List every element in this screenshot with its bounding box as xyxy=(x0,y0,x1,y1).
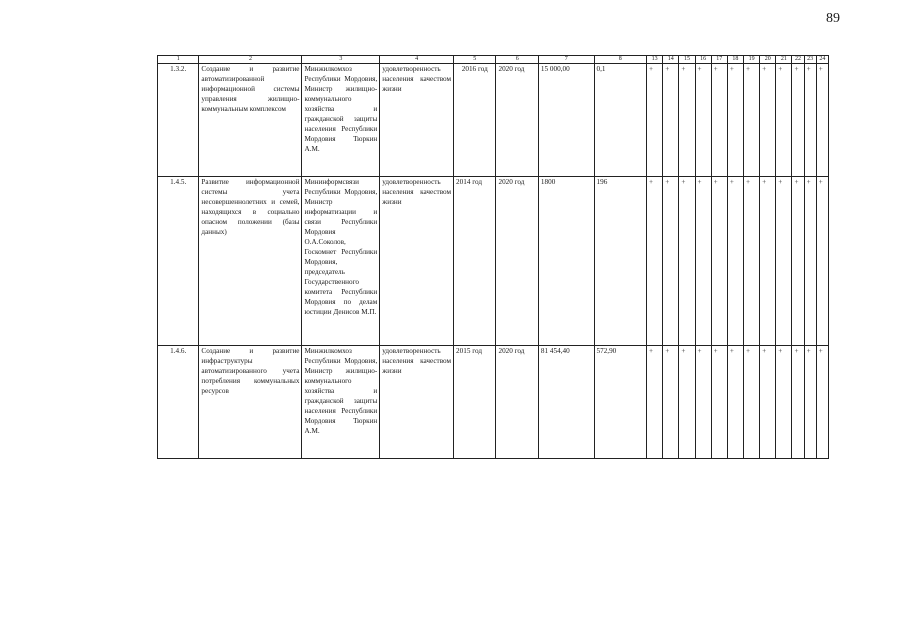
indicator: удовлетворенность населения качеством жизни xyxy=(380,177,454,346)
mark-cell: + xyxy=(727,64,743,177)
mark-cell: + xyxy=(663,177,679,346)
indicator: удовлетворенность населения качеством жизни xyxy=(380,346,454,459)
end-year: 2020 год xyxy=(496,64,538,177)
header-row xyxy=(158,56,829,64)
measure-name: Развитие информационной системы учета несовершеннолетних и семей, находящихся в социально опасном положении (базы данных) xyxy=(199,177,302,346)
mark-cell: + xyxy=(727,177,743,346)
header-cell: 20 xyxy=(760,56,776,64)
header-cell: 8 xyxy=(594,56,647,64)
header-cell: 18 xyxy=(727,56,743,64)
header-cell: 21 xyxy=(776,56,792,64)
funding-share: 572,90 xyxy=(594,346,647,459)
header-cell: 4 xyxy=(380,56,454,64)
mark-cell: + xyxy=(816,177,828,346)
program-table xyxy=(157,55,829,459)
mark-cell: + xyxy=(711,346,727,459)
mark-cell: + xyxy=(727,346,743,459)
mark-cell: + xyxy=(695,64,711,177)
mark-cell: + xyxy=(760,346,776,459)
mark-cell: + xyxy=(647,64,663,177)
table-row xyxy=(158,64,829,177)
funding-value: 1800 xyxy=(538,177,594,346)
row-number: 1.4.5. xyxy=(158,177,199,346)
executor: Минжилкомхоз Республики Мордовия, Министр жилищно-коммунального хозяйства и гражданской защиты населения Республики Мордовия Тюркин А.М. xyxy=(302,64,380,177)
table-row xyxy=(158,177,829,346)
table-row xyxy=(158,346,829,459)
row-number: 1.4.6. xyxy=(158,346,199,459)
header-cell: 13 xyxy=(647,56,663,64)
header-cell: 22 xyxy=(792,56,804,64)
funding-share: 0,1 xyxy=(594,64,647,177)
mark-cell: + xyxy=(679,177,695,346)
measure-name: Создание и развитие автоматизированной информационной системы управления жилищно-коммунальным комплексом xyxy=(199,64,302,177)
funding-value: 81 454,40 xyxy=(538,346,594,459)
mark-cell: + xyxy=(760,64,776,177)
header-cell: 3 xyxy=(302,56,380,64)
mark-cell: + xyxy=(816,64,828,177)
mark-cell: + xyxy=(743,346,759,459)
start-year: 2016 год xyxy=(454,64,496,177)
mark-cell: + xyxy=(804,346,816,459)
header-cell: 14 xyxy=(663,56,679,64)
mark-cell: + xyxy=(679,64,695,177)
indicator: удовлетворенность населения качеством жизни xyxy=(380,64,454,177)
funding-share: 196 xyxy=(594,177,647,346)
header-cell: 2 xyxy=(199,56,302,64)
mark-cell: + xyxy=(663,346,679,459)
mark-cell: + xyxy=(776,177,792,346)
measure-name: Создание и развитие инфраструктуры автоматизированного учета потребления коммунальных ресурсов xyxy=(199,346,302,459)
mark-cell: + xyxy=(792,64,804,177)
mark-cell: + xyxy=(679,346,695,459)
header-cell: 6 xyxy=(496,56,538,64)
header-cell: 1 xyxy=(158,56,199,64)
start-year: 2015 год xyxy=(454,346,496,459)
header-cell: 15 xyxy=(679,56,695,64)
mark-cell: + xyxy=(776,346,792,459)
mark-cell: + xyxy=(792,346,804,459)
row-number: 1.3.2. xyxy=(158,64,199,177)
header-cell: 16 xyxy=(695,56,711,64)
mark-cell: + xyxy=(647,177,663,346)
mark-cell: + xyxy=(816,346,828,459)
mark-cell: + xyxy=(695,177,711,346)
executor: Минжилкомхоз Республики Мордовия, Министр жилищно-коммунального хозяйства и гражданской защиты населения Республики Мордовия Тюркин А.М. xyxy=(302,346,380,459)
header-cell: 23 xyxy=(804,56,816,64)
page-number: 89 xyxy=(826,11,840,26)
mark-cell: + xyxy=(647,346,663,459)
header-cell: 17 xyxy=(711,56,727,64)
mark-cell: + xyxy=(743,64,759,177)
mark-cell: + xyxy=(663,64,679,177)
mark-cell: + xyxy=(711,177,727,346)
end-year: 2020 год xyxy=(496,177,538,346)
mark-cell: + xyxy=(760,177,776,346)
mark-cell: + xyxy=(743,177,759,346)
header-cell: 5 xyxy=(454,56,496,64)
header-cell: 19 xyxy=(743,56,759,64)
funding-value: 15 000,00 xyxy=(538,64,594,177)
end-year: 2020 год xyxy=(496,346,538,459)
mark-cell: + xyxy=(695,346,711,459)
mark-cell: + xyxy=(804,177,816,346)
mark-cell: + xyxy=(776,64,792,177)
header-cell: 7 xyxy=(538,56,594,64)
executor: Мининформсвязи Республики Мордовия, Министр информатизации и связи Республики Мордовия О.А.Соколов, Госкомнет Республики Мордовия, председатель Государственного комитета Республики Мордовия по делам юстиции Денисов М.П. xyxy=(302,177,380,346)
mark-cell: + xyxy=(792,177,804,346)
header-cell: 24 xyxy=(816,56,828,64)
mark-cell: + xyxy=(711,64,727,177)
mark-cell: + xyxy=(804,64,816,177)
start-year: 2014 год xyxy=(454,177,496,346)
